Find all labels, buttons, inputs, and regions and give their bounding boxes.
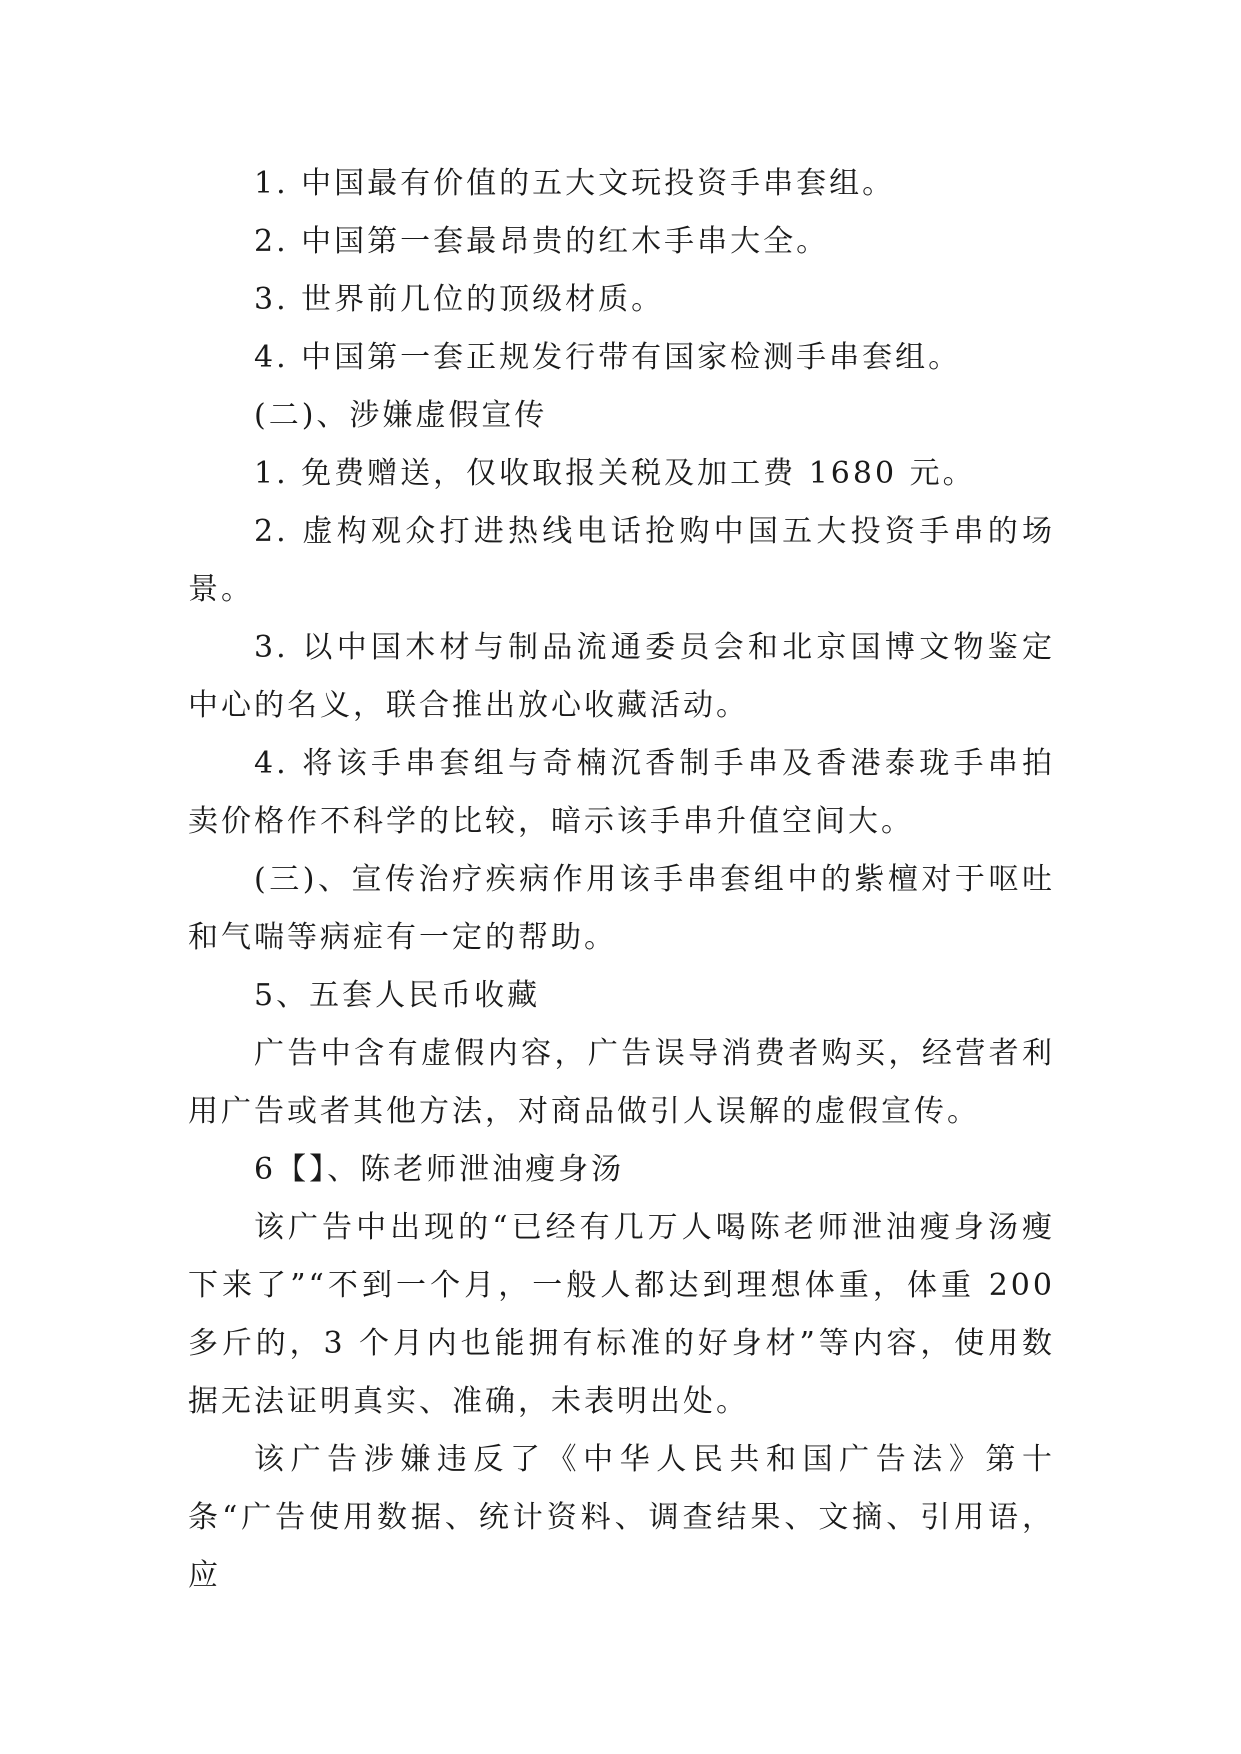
paragraph-4: 4. 中国第一套正规发行带有国家检测手串套组。	[254, 340, 962, 375]
paragraph-1: 1. 中国最有价值的五大文玩投资手串套组。	[254, 166, 896, 201]
paragraph-6: 1. 免费赠送，仅收取报关税及加工费 1680 元。	[254, 456, 976, 491]
document-body	[188, 155, 1055, 1605]
paragraph-15: 该广告涉嫌违反了《中华人民共和国广告法》第十条“广告使用数据、统计资料、调查结果、文摘、引用语，应	[188, 1442, 1055, 1593]
paragraph-8: 3. 以中国木材与制品流通委员会和北京国博文物鉴定中心的名义，联合推出放心收藏活动。	[188, 630, 1055, 723]
section-heading-slimming-soup: 6【】、陈老师泄油瘦身汤	[254, 1152, 625, 1187]
paragraph-3: 3. 世界前几位的顶级材质。	[254, 282, 665, 317]
paragraph-2: 2. 中国第一套最昂贵的红木手串大全。	[254, 224, 830, 259]
paragraph-14: 该广告中出现的“已经有几万人喝陈老师泄油瘦身汤瘦下来了”“不到一个月，一般人都达到理想体重，体重 200 多斤的，3 个月内也能拥有标准的好身材”等内容，使用数据无法证明真实、准确，未表明出处。	[188, 1210, 1055, 1419]
paragraph-9: 4. 将该手串套组与奇楠沉香制手串及香港泰珑手串拍卖价格作不科学的比较，暗示该手串升值空间大。	[188, 746, 1055, 839]
section-heading-false-advertising: (二)、涉嫌虚假宣传	[254, 398, 548, 433]
section-heading-disease-claims: (三)、宣传治疗疾病作用该手串套组中的紫檀对于呕吐和气喘等病症有一定的帮助。	[188, 862, 1055, 955]
section-heading-rmb-collection: 5、五套人民币收藏	[254, 978, 541, 1013]
paragraph-7: 2. 虚构观众打进热线电话抢购中国五大投资手串的场景。	[188, 514, 1055, 607]
paragraph-12: 广告中含有虚假内容，广告误导消费者购买，经营者利用广告或者其他方法，对商品做引人误解的虚假宣传。	[188, 1036, 1055, 1129]
